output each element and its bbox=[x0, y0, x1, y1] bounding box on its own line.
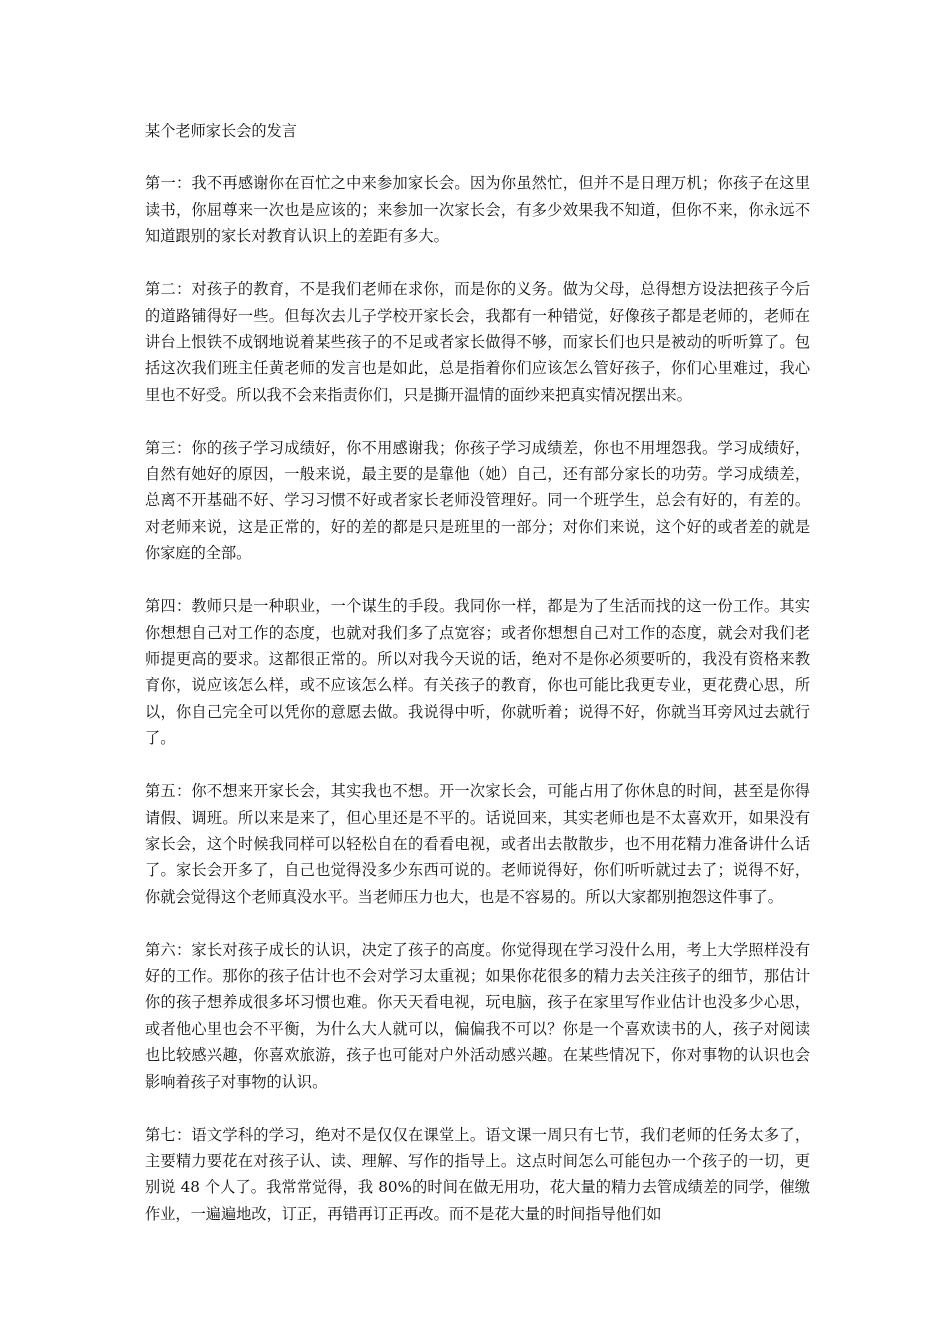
paragraph-5: 第五：你不想来开家长会，其实我也不想。开一次家长会，可能占用了你休息的时间，甚至是你得请假、调班。所以来是来了，但心里还是不平的。话说回来，其实老师也是不太喜欢开，如果没有家长会，这个时候我同样可以轻松自在的看看电视，或者出去散散步，也不用花精力准备讲什么话了。家长会开多了，自己也觉得没多少东西可说的。老师说得好，你们听听就过去了；说得不好，你就会觉得这个老师真没水平。当老师压力也大，也是不容易的。所以大家都别抱怨这件事了。 bbox=[145, 782, 810, 906]
paragraph-6: 第六：家长对孩子成长的认识，决定了孩子的高度。你觉得现在学习没什么用，考上大学照样没有好的工作。那你的孩子估计也不会对学习太重视；如果你花很多的精力去关注孩子的细节，那估计你的孩子想养成很多坏习惯也难。你天天看电视，玩电脑，孩子在家里写作业估计也没多少心思，或者他心里也会不平衡，为什么大人就可以，偏偏我不可以？你是一个喜欢读书的人，孩子对阅读也比较感兴趣，你喜欢旅游，孩子也可能对户外活动感兴趣。在某些情况下，你对事物的认识也会影响着孩子对事物的认识。 bbox=[145, 940, 810, 1091]
paragraph-3: 第三：你的孩子学习成绩好，你不用感谢我；你孩子学习成绩差，你也不用埋怨我。学习成绩好，自然有她好的原因，一般来说，最主要的是靠他（她）自己，还有部分家长的功劳。学习成绩差，总离不开基础不好、学习习惯不好或者家长老师没管理好。同一个班学生，总会有好的，有差的。对老师来说，这是正常的，好的差的都是只是班里的一部分；对你们来说，这个好的或者差的就是你家庭的全部。 bbox=[145, 438, 810, 563]
document-title: 某个老师家长会的发言 bbox=[145, 122, 297, 140]
paragraph-4: 第四：教师只是一种职业，一个谋生的手段。我同你一样，都是为了生活而找的这一份工作。其实你想想自己对工作的态度，也就对我们多了点宽容；或者你想想自己对工作的态度，就会对我们老师提更高的要求。这都很正常的。所以对我今天说的话，绝对不是你必须要听的，我没有资格来教育你，说应该怎么样，或不应该怎么样。有关孩子的教育，你也可能比我更专业，更花费心思，所以，你自己完全可以凭你的意愿去做。我说得中听，你就听着；说得不好，你就当耳旁风过去就行了。 bbox=[145, 597, 810, 748]
paragraph-2: 第二：对孩子的教育，不是我们老师在求你，而是你的义务。做为父母，总得想方设法把孩子今后的道路铺得好一些。但每次去儿子学校开家长会，我都有一种错觉，好像孩子都是老师的，老师在讲台上恨铁不成钢地说着某些孩子的不足或者家长做得不够，而家长们也只是被动的听听算了。包括这次我们班主任黄老师的发言也是如此，总是指着你们应该怎么管好孩子，你们心里难过，我心里也不好受。所以我不会来指责你们，只是撕开温情的面纱来把真实情况摆出来。 bbox=[145, 280, 810, 404]
paragraph-1: 第一：我不再感谢你在百忙之中来参加家长会。因为你虽然忙，但并不是日理万机；你孩子在这里读书，你屈尊来一次也是应该的；来参加一次家长会，有多少效果我不知道，但你不来，你永远不知道跟别的家长对教育认识上的差距有多大。 bbox=[145, 174, 810, 246]
document-body bbox=[145, 118, 810, 1254]
paragraph-7: 第七：语文学科的学习，绝对不是仅仅在课堂上。语文课一周只有七节，我们老师的任务太多了，主要精力要花在对孩子认、读、理解、写作的指导上。这点时间怎么可能包办一个孩子的一切，更别说 48 个人了。我常常觉得，我 80%的时间在做无用功，花大量的精力去管成绩差的同学，催缴作业，一遍遍地改，订正，再错再订正再改。而不是花大量的时间指导他们如 bbox=[145, 1125, 810, 1223]
